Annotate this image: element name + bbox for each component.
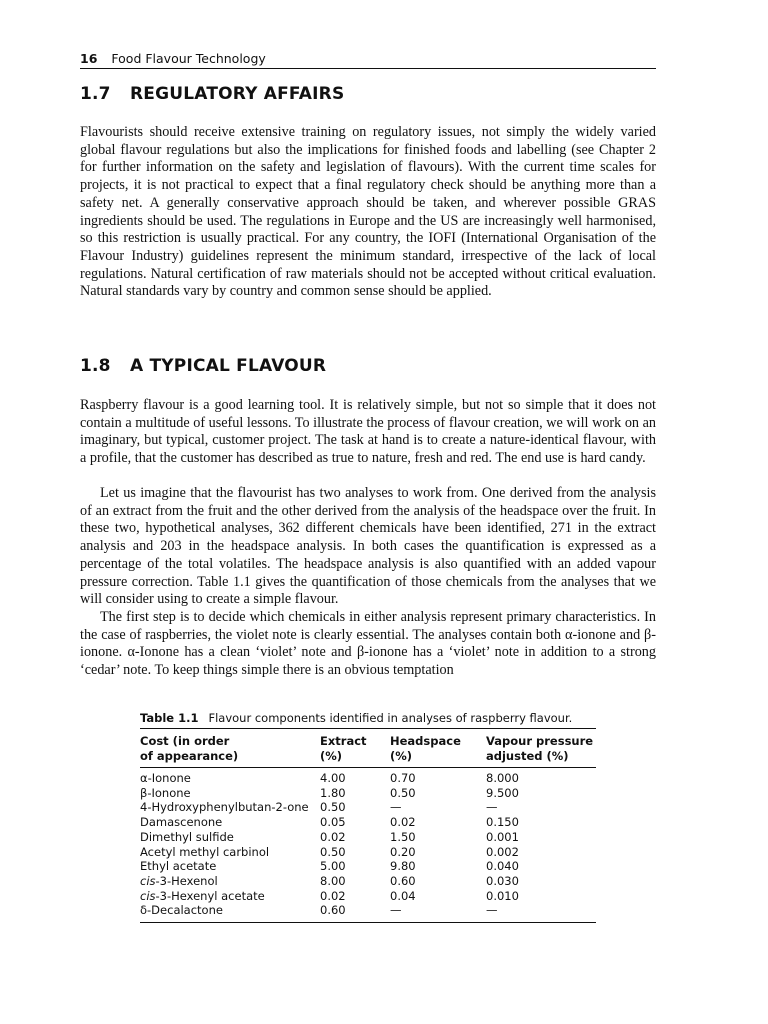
- page-number: 16: [80, 51, 98, 66]
- table-row: [140, 889, 596, 904]
- vapour-pressure-cell: 0.150: [486, 815, 519, 830]
- section-number: 1.7: [80, 84, 111, 104]
- vapour-pressure-cell: 8.000: [486, 771, 519, 785]
- table-row: [140, 800, 596, 815]
- section-title: A TYPICAL FLAVOUR: [130, 356, 327, 376]
- compound-cell: β-Ionone: [140, 785, 191, 800]
- vapour-pressure-cell: —: [486, 800, 498, 815]
- running-header: [80, 50, 656, 69]
- book-title: Food Flavour Technology: [111, 51, 266, 66]
- data-table: [140, 729, 596, 923]
- vapour-pressure-cell: 0.040: [486, 859, 519, 874]
- headspace-cell: 0.50: [390, 785, 416, 800]
- table-row: [140, 874, 596, 889]
- compound-cell: cis-3-Hexenol: [140, 873, 218, 888]
- extract-cell: 1.80: [320, 785, 346, 800]
- extract-cell: 0.50: [320, 800, 346, 815]
- table-row: [140, 786, 596, 801]
- extract-cell: 8.00: [320, 873, 346, 888]
- compound-cell: cis-3-Hexenyl acetate: [140, 888, 265, 903]
- extract-cell: 0.02: [320, 829, 346, 844]
- extract-cell: 0.02: [320, 888, 346, 903]
- section-heading-1-7: [80, 84, 344, 104]
- vapour-pressure-cell: 0.002: [486, 844, 519, 859]
- table-1-1: [140, 708, 596, 923]
- table-caption: [140, 708, 596, 729]
- compound-cell: Damascenone: [140, 815, 223, 830]
- section-heading-1-8: [80, 356, 326, 376]
- vapour-pressure-cell: 0.001: [486, 829, 519, 844]
- headspace-cell: 0.20: [390, 844, 416, 859]
- vapour-pressure-cell: 0.030: [486, 873, 519, 888]
- compound-cell: δ-Decalactone: [140, 903, 223, 918]
- section-number: 1.8: [80, 356, 111, 376]
- compound-cell: Acetyl methyl carbinol: [140, 844, 270, 859]
- column-header-vapour-pressure: Vapour pressure adjusted (%): [486, 729, 596, 768]
- table-row: [140, 903, 596, 922]
- extract-cell: 0.05: [320, 815, 346, 830]
- table-row: [140, 830, 596, 845]
- regulatory-paragraph: Flavourists should receive extensive training on regulatory issues, not simply the widely varied global flavour regulations but also the implications for finished foods and labelling (see Chapter 2 for further information on the safety and legislation of flavours). With the current time scales for projects, it is not practical to expect that a final regulatory check should be anything more than a safety net. A generally conservative approach should be taken, and wherever possible GRAS ingredients should be used. The regulations in Europe and the US are increasingly well harmonised, so this restriction is usually practical. For any country, the IOFI (International Organisation of the Flavour Industry) guidelines represent the minimum standard, irrespective of the lack of local regulations. Natural certification of raw materials should not be accepted without critical evaluation. Natural standards vary by country and common sense should be applied.: [80, 124, 656, 300]
- extract-cell: 0.50: [320, 844, 346, 859]
- headspace-cell: 0.60: [390, 873, 416, 888]
- table-row: [140, 845, 596, 860]
- column-header-extract: Extract (%): [320, 729, 390, 768]
- headspace-cell: 0.04: [390, 888, 416, 903]
- headspace-cell: —: [390, 903, 402, 918]
- table-label: Table 1.1: [140, 711, 199, 725]
- compound-cell: α-Ionone: [140, 771, 191, 785]
- table-caption-text: Flavour components identified in analyses of raspberry flavour.: [208, 711, 573, 725]
- table-row: [140, 859, 596, 874]
- headspace-cell: 0.70: [390, 771, 416, 785]
- table-row: [140, 815, 596, 830]
- section-title: REGULATORY AFFAIRS: [130, 84, 345, 104]
- paragraph-3: The first step is to decide which chemicals in either analysis represent primary characteristics. In the case of raspberries, the violet note is clearly essential. The analyses contain both α-ionone and β-ionone. α-Ionone has a clean ‘violet’ note and β-ionone has a ‘violet’ note in addition to a strong ‘cedar’ note. To keep things simple there is an obvious temptation: [80, 609, 656, 679]
- vapour-pressure-cell: 0.010: [486, 888, 519, 903]
- column-header-headspace: Headspace (%): [390, 729, 486, 768]
- headspace-cell: 1.50: [390, 829, 416, 844]
- headspace-cell: 9.80: [390, 859, 416, 874]
- compound-cell: 4-Hydroxyphenylbutan-2-one: [140, 800, 309, 815]
- headspace-cell: 0.02: [390, 815, 416, 830]
- table-header-row: [140, 729, 596, 768]
- compound-cell: Dimethyl sulfide: [140, 829, 234, 844]
- extract-cell: 5.00: [320, 859, 346, 874]
- paragraph-1: Raspberry flavour is a good learning tool. It is relatively simple, but not so simple that it does not contain a multitude of useful lessons. To illustrate the process of flavour creation, we will work on an imaginary, but typical, customer project. The task at hand is to create a nature-identical flavour, with a profile, that the customer has described as true to nature, fresh and red. The end use is hard candy.: [80, 397, 656, 467]
- vapour-pressure-cell: 9.500: [486, 785, 519, 800]
- vapour-pressure-cell: —: [486, 903, 498, 918]
- extract-cell: 0.60: [320, 903, 346, 918]
- extract-cell: 4.00: [320, 771, 346, 785]
- compound-cell: Ethyl acetate: [140, 859, 217, 874]
- table-row: [140, 768, 596, 786]
- paragraph-2: Let us imagine that the flavourist has two analyses to work from. One derived from the analysis of an extract from the fruit and the other derived from the analysis of the headspace over the fruit. In these two, hypothetical analyses, 362 different chemicals have been identified, 271 in the extract analysis and 203 in the headspace analysis. In both cases the quantification is expressed as a percentage of the total volatiles. The headspace analysis is also quantified with an added vapour pressure correction. Table 1.1 gives the quantification of those chemicals from the analyses that we will consider using to create a simple flavour.: [80, 485, 656, 608]
- headspace-cell: —: [390, 800, 402, 815]
- column-header-compound: Cost (in order of appearance): [140, 729, 320, 768]
